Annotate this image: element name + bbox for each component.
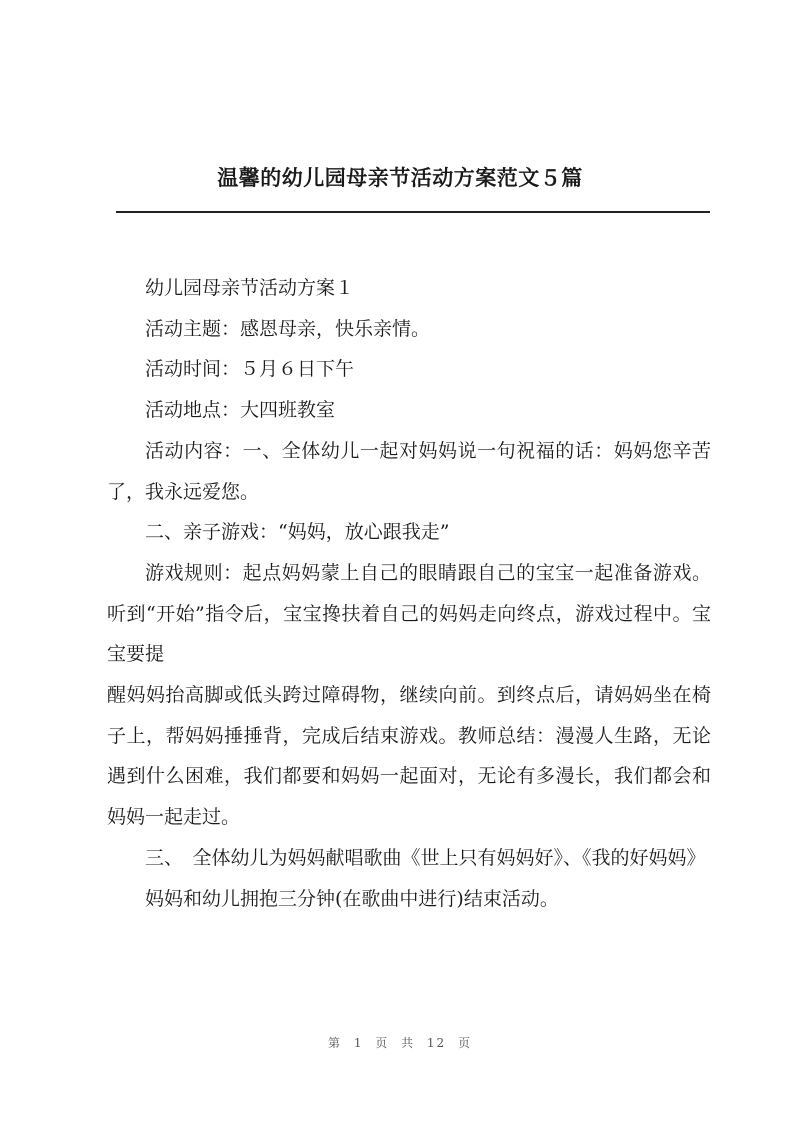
title-divider	[116, 211, 710, 213]
paragraph-game-rules-continued: 醒妈妈抬高脚或低头跨过障碍物，继续向前。到终点后，请妈妈坐在椅子上，帮妈妈捶捶背，完成后结束游戏。教师总结：漫漫人生路，无论遇到什么困难，我们都要和妈妈一起面对，无论有多漫长，我们都会和妈妈一起走过。	[107, 684, 711, 829]
document-body	[107, 268, 711, 919]
paragraph-activity-theme: 活动主题：感恩母亲，快乐亲情。	[145, 317, 431, 340]
paragraph-activity-content: 活动内容：一、全体幼儿一起对妈妈说一句祝福的话：妈妈您辛苦了，我永远爱您。	[107, 439, 711, 503]
page-number-footer: 第 1 页 共 12 页	[328, 1036, 472, 1050]
paragraph-activity-time: 活动时间：５月６日下午	[145, 358, 355, 381]
paragraph-song-performance: 三、 全体幼儿为妈妈献唱歌曲《世上只有妈妈好》、《我的好妈妈》	[145, 846, 706, 869]
paragraph-activity-location: 活动地点：大四班教室	[145, 399, 336, 422]
paragraph-section-heading: 幼儿园母亲节活动方案１	[145, 277, 355, 299]
document-title: 温馨的幼儿园母亲节活动方案范文５篇	[217, 165, 583, 190]
paragraph-closing-hug: 妈妈和幼儿拥抱三分钟(在歌曲中进行)结束活动。	[145, 887, 559, 910]
paragraph-game-rules: 游戏规则：起点妈妈蒙上自己的眼睛跟自己的宝宝一起准备游戏。听到“开始”指令后，宝宝搀扶着自己的妈妈走向终点，游戏过程中。宝宝要提	[107, 561, 711, 666]
paragraph-parent-child-game: 二、亲子游戏：“妈妈，放心跟我走”	[145, 521, 450, 544]
